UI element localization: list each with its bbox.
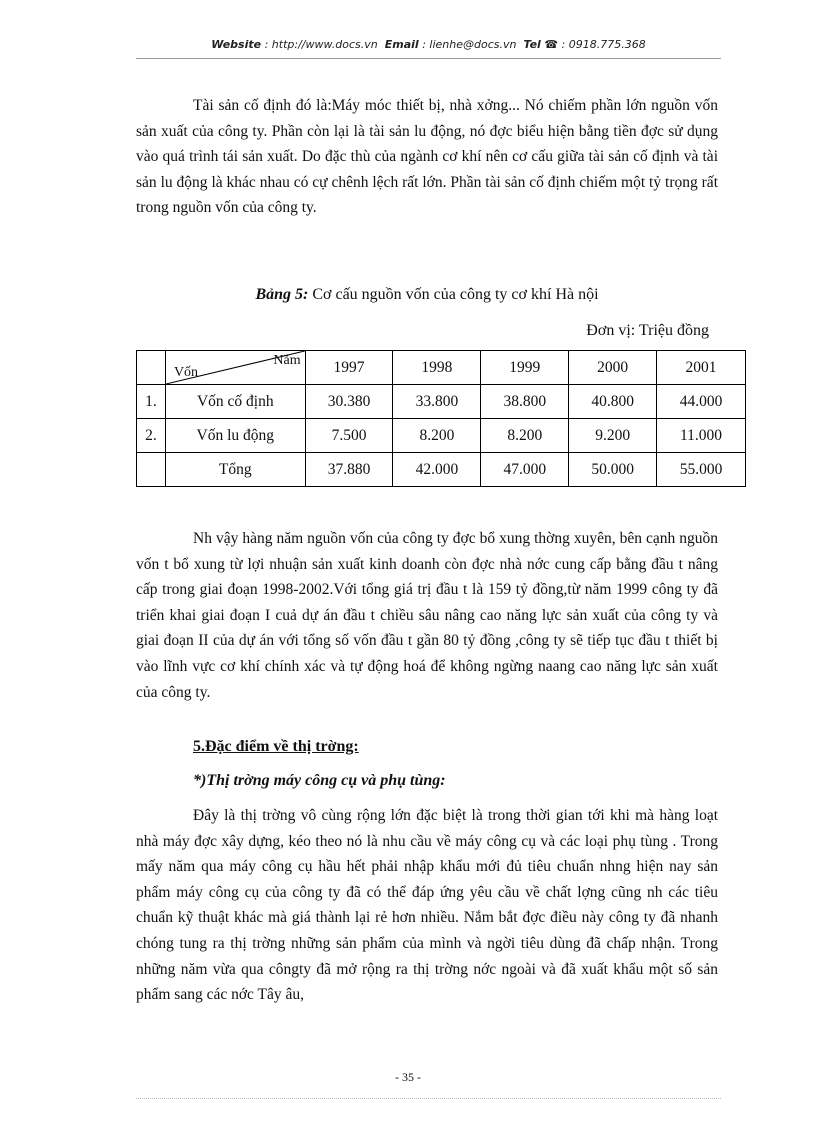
table-cell: 33.800: [393, 385, 481, 419]
row-number: 2.: [137, 419, 166, 453]
year-header: 1998: [393, 351, 481, 385]
paragraph-market: Đây là thị trờng vô cùng rộng lớn đặc biệt là trong thời gian tới khi mà hàng loạt nhà máy đợc xây dựng, kéo theo nó là nhu cầu về máy công cụ và các loại phụ tùng . Trong mấy năm qua máy công cụ hầu hết phải nhập khẩu mới đủ tiêu chuẩn nhng hiện nay sản phẩm máy công cụ của công ty đã có thể đáp ứng yêu cầu về chất lợng cũng nh các tiêu chuẩn kỹ thuật khác mà giá thành lại rẻ hơn nhiều. Nắm bắt đợc điều này công ty đã nhanh chóng tung ra thị trờng những sản phẩm của mình và ngời tiêu dùng đã chấp nhận. Trong những năm vừa qua côngty đã mở rộng ra thị trờng nớc ngoài và đã xuất khẩu một số sản phẩm sang các nớc Tây âu,: [136, 807, 718, 1004]
table-cell: 40.800: [569, 385, 657, 419]
row-label: Tổng: [165, 453, 305, 487]
table-cell: 7.500: [305, 419, 393, 453]
table-cell: 55.000: [657, 453, 746, 487]
email-value[interactable]: : lienhe@docs.vn: [422, 38, 517, 51]
subsection-heading-machine-tools: *)Thị trờng máy công cụ và phụ tùng:: [193, 772, 446, 789]
tel-value: ☎ : 0918.775.368: [544, 38, 646, 51]
table-caption-text: Cơ cấu nguồn vốn của công ty cơ khí Hà nội: [312, 286, 599, 303]
table-row: [137, 419, 746, 453]
tel-label: Tel: [523, 38, 541, 51]
table-caption: [136, 286, 718, 304]
year-header: 2000: [569, 351, 657, 385]
email-label: Email: [384, 38, 419, 51]
table-cell: 8.200: [481, 419, 569, 453]
row-label: Vốn lu động: [165, 419, 305, 453]
table-cell: 38.800: [481, 385, 569, 419]
row-label: Vốn cố định: [165, 385, 305, 419]
table-row-total: [137, 453, 746, 487]
year-header: 1999: [481, 351, 569, 385]
table-cell: 30.380: [305, 385, 393, 419]
footer-divider: [136, 1098, 721, 1099]
corner-label-von: Vốn: [173, 365, 199, 380]
table-header-row: [137, 351, 746, 385]
row-number: 1.: [137, 385, 166, 419]
table-unit: Đơn vị: Triệu đồng: [586, 322, 709, 339]
website-value[interactable]: : http://www.docs.vn: [264, 38, 378, 51]
table-corner-empty: [137, 351, 166, 385]
page-number: - 35 -: [395, 1070, 421, 1084]
table-cell: 8.200: [393, 419, 481, 453]
row-number: [137, 453, 166, 487]
year-header: 2001: [657, 351, 746, 385]
table-cell: 9.200: [569, 419, 657, 453]
paragraph-fixed-assets: Tài sản cố định đó là:Máy móc thiết bị, nhà xởng... Nó chiếm phần lớn nguồn vốn sản xuất của công ty. Phần còn lại là tài sản lu động, nó đợc biểu hiện bằng tiền đợc sử dụng vào quá trình tái sản xuất. Do đặc thù của ngành cơ khí nên cơ cấu giữa tài sản cố định và tài sản lu động là khác nhau có cự chênh lệch rất lớn. Phần tài sản cố định chiếm một tỷ trọng rất trong nguồn vốn của công ty.: [136, 97, 718, 217]
table-cell: 42.000: [393, 453, 481, 487]
table-cell: 44.000: [657, 385, 746, 419]
section-heading-market: 5.Đặc điểm về thị trờng:: [193, 738, 359, 755]
table-row: [137, 385, 746, 419]
table-cell: 37.880: [305, 453, 393, 487]
website-label: Website: [211, 38, 262, 51]
table-cell: 47.000: [481, 453, 569, 487]
year-header: 1997: [305, 351, 393, 385]
capital-structure-table: [136, 350, 746, 487]
corner-label-nam: Năm: [273, 353, 301, 368]
table-caption-label: Bảng 5:: [255, 286, 309, 303]
table-cell: 11.000: [657, 419, 746, 453]
table-corner-cell: [165, 351, 305, 385]
table-cell: 50.000: [569, 453, 657, 487]
paragraph-capital-sources: Nh vậy hàng năm nguồn vốn của công ty đợc bổ xung thờng xuyên, bên cạnh nguồn vốn t bổ xung từ lợi nhuận sản xuất kinh doanh còn đợc nhà nớc cung cấp bằng đầu t nâng cấp trong giai đoạn 1998-2002.Với tổng giá trị đầu t là 159 tỷ đồng,từ năm 1999 công ty đã triển khai giai đoạn I cuả dự án đầu t chiều sâu nâng cao năng lực sản xuất của công ty và giai đoạn II của dự án với tổng số vốn đầu t gần 80 tỷ đồng ,công ty sẽ tiếp tục đầu t thiết bị vào lĩnh vực cơ khí chính xác và tự động hoá để không ngừng naang cao năng lực sản xuất của công ty.: [136, 530, 718, 701]
page-header: [136, 38, 721, 59]
